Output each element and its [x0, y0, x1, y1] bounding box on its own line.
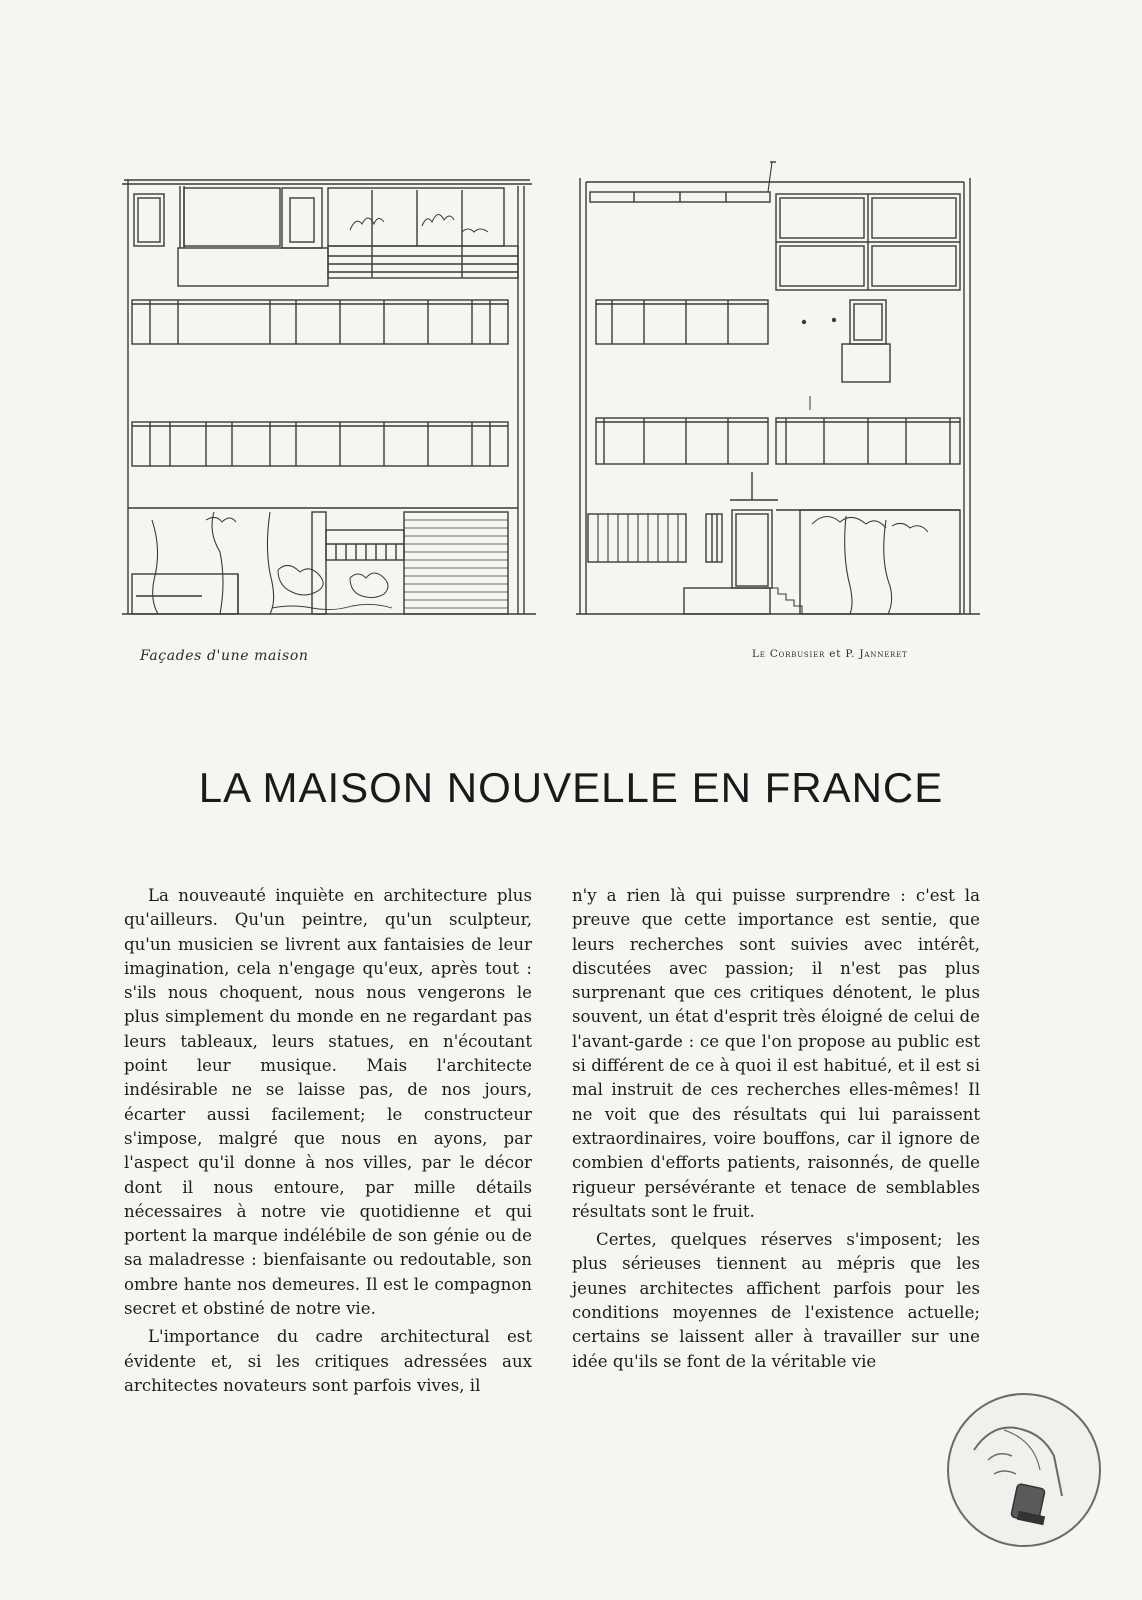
hand-holding-stamp-icon: [944, 1390, 1104, 1554]
credit-name-1: Le Corbusier: [752, 648, 826, 660]
facade-drawing-left: [122, 160, 538, 630]
paragraph: La nouveauté inquiète en architecture plus qu'ailleurs. Qu'un peintre, qu'un sculpteur, qu'un musicien se livrent aux fantaisies de leur imagination, cela n'engage qu'eux, après tout : s'ils nous choquent, nous nous vengerons le plus simplement du monde en ne regardant pas leurs tableaux, leurs statues, en n'écoutant point leur musique. Mais l'architecte indésirable ne se laisse pas, de nos jours, écarter aussi facilement; le constructeur s'impose, malgré que nous en ayons, par l'aspect qu'il donne à nos villes, par le décor dont il nous entoure, par mille détails nécessaires à notre vie quotidienne et qui portent la marque indélébile de son génie ou de sa maladresse : bienfaisante ou redoutable, son ombre hante nos demeures. Il est le compagnon secret et obstiné de notre vie.: [124, 886, 532, 1319]
paragraph: L'importance du cadre architectural est évidente et, si les critiques adressées aux architectes novateurs sont parfois vives, il: [124, 1327, 532, 1395]
paragraph: Certes, quelques réserves s'imposent; les plus sérieuses tiennent au mépris que les jeunes architectes affichent parfois pour les conditions moyennes de l'existence actuelle; certains se laissent aller à travailler sur une idée qu'ils se font de la véritable vie: [572, 1230, 980, 1371]
text-column-right: [572, 884, 980, 1374]
credit-name-2: P. Janneret: [845, 648, 908, 660]
figure-caption: Façades d'une maison: [140, 648, 309, 664]
paragraph: n'y a rien là qui puisse surprendre : c'est la preuve que cette importance est sentie, que leurs recherches sont suivies avec intérêt, discutées avec passion; il n'est pas plus surprenant que ces critiques dénotent, le plus souvent, un état d'esprit très éloigné de celui de l'avant-garde : ce que l'on propose au public est si différent de ce à quoi il est habitué, et il est si mal instruit de ces recherches elles-mêmes! Il ne voit que des résultats qui lui paraissent extraordinaires, voire bouffons, car il ignore de combien d'efforts patients, raisonnés, de quelle rigueur persévérante et tenace de semblables résultats sont le fruit.: [572, 886, 980, 1221]
facade-drawing-right: [576, 160, 992, 630]
text-column-left: [124, 884, 532, 1398]
credit-conjunction: et: [829, 648, 842, 660]
article-title: LA MAISON NOUVELLE EN FRANCE: [198, 764, 944, 811]
figure-credit: [752, 648, 907, 660]
